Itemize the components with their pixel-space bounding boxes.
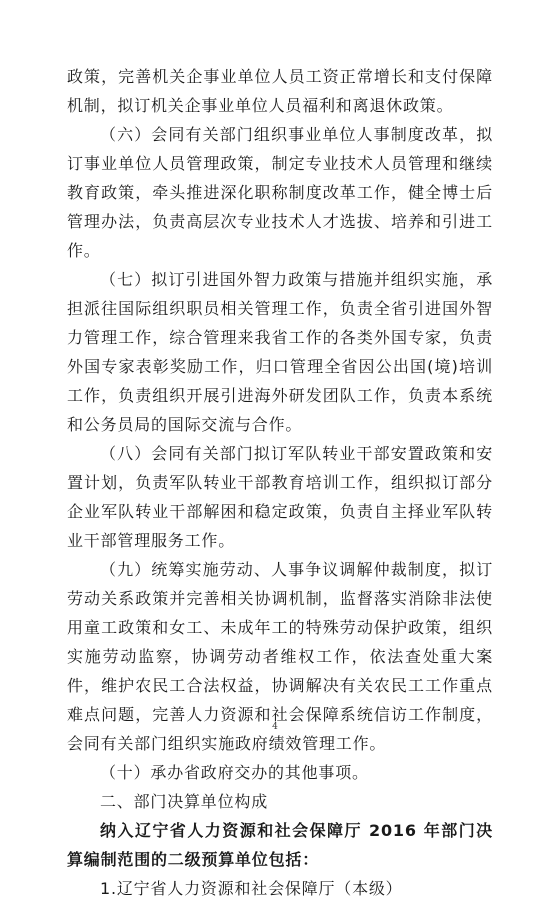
page-number: 4	[272, 722, 278, 732]
paragraph-item-7: （七）拟订引进国外智力政策与措施并组织实施，承担派往国际组织职员相关管理工作，负责全省引进国外智力管理工作，综合管理来我省工作的各类外国专家，负责外国专家表彰奖励工作，归口管理全省因公出国(境)培训工作，负责组织开展引进海外研发团队工作，负责本系统和公务员局的国际交流与合作。	[67, 270, 493, 434]
paragraph-item-10: （十）承办省政府交办的其他事项。	[100, 763, 369, 782]
paragraph-item-9: （九）统筹实施劳动、人事争议调解仲裁制度，拟订劳动关系政策并完善相关协调机制，监督落实消除非法使用童工政策和女工、未成年工的特殊劳动保护政策，组织实施劳动监察，协调劳动者维权工作，依法查处重大案件，维护农民工合法权益，协调解决有关农民工工作重点难点问题，完善人力资源和社会保障系统信访工作制度，会同有关部门组织实施政府绩效管理工作。	[67, 560, 493, 753]
paragraph-item-8: （八）会同有关部门拟订军队转业干部安置政策和安置计划，负责军队转业干部教育培训工作，组织拟订部分企业军队转业干部解困和稳定政策，负责自主择业军队转业干部管理服务工作。	[67, 444, 493, 550]
paragraph-salary-policy: 政策，完善机关企事业单位人员工资正常增长和支付保障机制，拟订机关企事业单位人员福利和离退休政策。	[67, 67, 493, 115]
section-heading: 二、部门决算单位构成	[100, 792, 269, 811]
list-item-unit-1: 1.辽宁省人力资源和社会保障厅（本级）	[100, 879, 403, 898]
paragraph-units-intro: 纳入辽宁省人力资源和社会保障厅 2016 年部门决算编制范围的二级预算单位包括：	[67, 821, 493, 869]
paragraph-item-6: （六）会同有关部门组织事业单位人事制度改革，拟订事业单位人员管理政策，制定专业技术人员管理和继续教育政策，牵头推进深化职称制度改革工作，健全博士后管理办法，负责高层次专业技术人才选拔、培养和引进工作。	[67, 125, 493, 260]
